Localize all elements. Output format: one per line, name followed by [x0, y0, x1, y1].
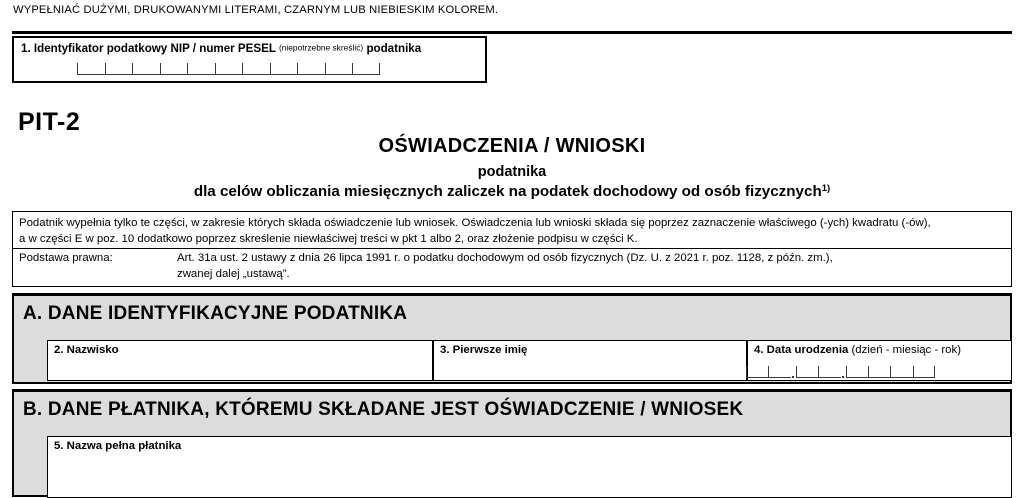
- date-separator-dot: [791, 375, 796, 378]
- legal-basis-line-1: Art. 31a ust. 2 ustawy z dnia 26 lipca 1991 r. o podatku dochodowym od osób fizycznych (Dz. U. z 2021 r. poz. 1128, z późn. zm.),: [177, 252, 833, 264]
- identifier-input-comb[interactable]: [77, 63, 380, 75]
- section-b-title: B. DANE PŁATNIKA, KTÓREMU SKŁADANE JEST OŚWIADCZENIE / WNIOSEK: [23, 399, 744, 420]
- section-a-title: A. DANE IDENTYFIKACYJNE PODATNIKA: [23, 303, 408, 324]
- field-nazwisko-number: 2.: [54, 344, 64, 356]
- comb-cell[interactable]: [297, 63, 325, 75]
- page-subtitle: podatnika: [477, 164, 547, 180]
- legal-basis-row-2: [19, 268, 1005, 284]
- comb-cell-month[interactable]: [818, 366, 840, 378]
- field-nazwa-platnika-title: Nazwa pełna płatnika: [66, 440, 182, 452]
- field-nazwisko[interactable]: [47, 340, 433, 381]
- footnote-marker: 1): [821, 183, 831, 194]
- top-instruction-text: WYPEŁNIAĆ DUŻYMI, DRUKOWANYMI LITERAMI, CZARNYM LUB NIEBIESKIM KOLOREM.: [13, 4, 499, 16]
- comb-cell[interactable]: [132, 63, 160, 75]
- comb-cell-month[interactable]: [796, 366, 818, 378]
- identifier-field-number: 1.: [21, 42, 31, 55]
- field-pierwsze-imie-title: Pierwsze imię: [452, 344, 528, 356]
- field-data-urodzenia-hint: (dzień - miesiąc - rok): [851, 344, 961, 356]
- top-horizontal-rule: [12, 31, 1012, 34]
- page-description: [0, 183, 1024, 200]
- field-pierwsze-imie-label: [440, 344, 527, 356]
- field-data-urodzenia-label: [754, 344, 961, 356]
- comb-cell-year[interactable]: [846, 366, 868, 378]
- comb-cell-year[interactable]: [913, 366, 935, 378]
- legal-basis-row-1: [19, 252, 1005, 268]
- identifier-field-suffix: podatnika: [366, 42, 422, 55]
- comb-cell[interactable]: [325, 63, 353, 75]
- field-nazwa-platnika-number: 5.: [54, 440, 64, 452]
- section-b: [12, 389, 1012, 497]
- comb-cell[interactable]: [352, 63, 380, 75]
- field-nazwa-platnika-label: [54, 440, 181, 452]
- comb-cell[interactable]: [270, 63, 298, 75]
- info-line-1: Podatnik wypełnia tylko te części, w zakresie których składa oświadczenie lub wniosek. Oświadczenia lub wnioski składa się poprzez zaznaczenie właściwego (-ych) kwadratu (-ów),: [19, 217, 931, 229]
- identifier-field-label: [21, 42, 421, 55]
- comb-cell[interactable]: [77, 63, 105, 75]
- comb-cell-year[interactable]: [868, 366, 890, 378]
- comb-cell-year[interactable]: [890, 366, 912, 378]
- legal-basis-key: Podstawa prawna:: [19, 252, 113, 264]
- comb-cell-day[interactable]: [746, 366, 768, 378]
- field-nazwisko-label: [54, 344, 119, 356]
- comb-cell[interactable]: [105, 63, 133, 75]
- comb-cell[interactable]: [187, 63, 215, 75]
- identifier-field-hint: (niepotrzebne skreślić): [278, 42, 364, 53]
- form-code-title: PIT-2: [18, 108, 81, 136]
- identifier-field-box[interactable]: [12, 36, 487, 83]
- field-pierwsze-imie-number: 3.: [440, 344, 450, 356]
- field-data-urodzenia-title: Data urodzenia: [766, 344, 849, 356]
- comb-cell-day[interactable]: [768, 366, 790, 378]
- field-pierwsze-imie[interactable]: [433, 340, 747, 381]
- date-separator-dot: [841, 375, 846, 378]
- comb-cell[interactable]: [160, 63, 188, 75]
- field-data-urodzenia-number: 4.: [754, 344, 764, 356]
- field-nazwisko-title: Nazwisko: [66, 344, 119, 356]
- info-block: [12, 211, 1012, 249]
- info-line-2: a w części E w poz. 10 dodatkowo poprzez skreślenie niewłaściwej treści w pkt 1 albo 2, oraz złożenie podpisu w części K.: [19, 233, 638, 245]
- page-description-text: dla celów obliczania miesięcznych zaliczek na podatek dochodowy od osób fizycznych: [193, 183, 822, 200]
- legal-basis-line-2: zwanej dalej „ustawą”.: [177, 268, 290, 280]
- legal-basis-block: [12, 249, 1012, 287]
- page-title: OŚWIADCZENIA / WNIOSKI: [378, 135, 646, 157]
- field-nazwa-platnika[interactable]: [47, 436, 1012, 498]
- comb-cell[interactable]: [242, 63, 270, 75]
- comb-cell[interactable]: [215, 63, 243, 75]
- identifier-field-title: Identyfikator podatkowy NIP / numer PESEL: [33, 42, 276, 55]
- date-of-birth-input-comb[interactable]: [746, 366, 935, 378]
